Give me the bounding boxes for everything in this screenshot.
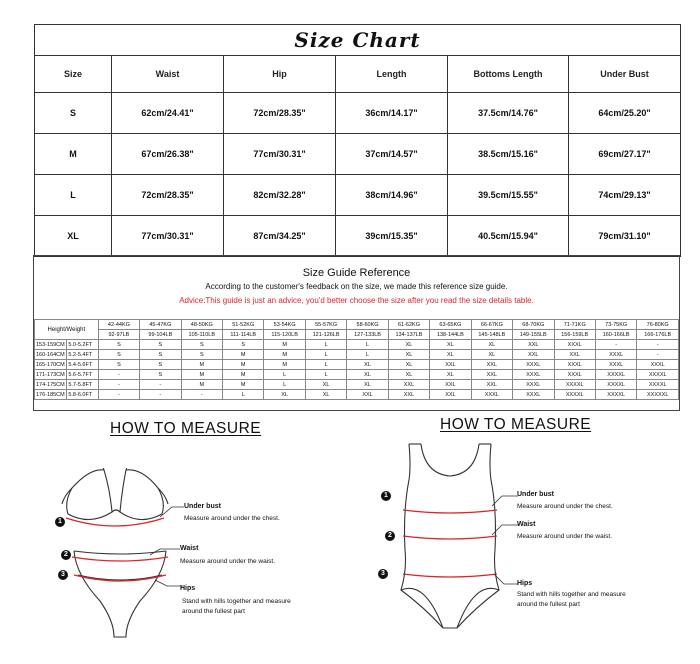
bikini-bottom-figure <box>70 545 170 640</box>
guide-weight-kg-cell: 71-71KG <box>554 320 595 330</box>
guide-size-cell: XXXL <box>554 360 595 370</box>
guide-size-cell: XXL <box>388 380 429 390</box>
guide-size-cell: M <box>264 350 305 360</box>
guide-size-cell: - <box>637 350 679 360</box>
size-chart-cell: 38cm/14.96" <box>336 175 448 216</box>
guide-height-ft-cell: 5.8-6.0FT <box>67 390 98 400</box>
hips-desc-left <box>182 597 291 617</box>
guide-height-row <box>35 350 679 360</box>
guide-size-cell: XXL <box>471 360 512 370</box>
size-chart-cell: S <box>35 93 112 134</box>
guide-size-cell: XL <box>305 380 346 390</box>
guide-size-cell: S <box>140 360 181 370</box>
guide-height-ft-cell: 5.6-5.7FT <box>67 370 98 380</box>
guide-size-cell: XXXL <box>471 390 512 400</box>
guide-weight-lb-cell: 105-110LB <box>181 330 222 340</box>
size-chart-title: Size Chart <box>35 25 681 56</box>
size-chart-cell: 64cm/25.20" <box>569 93 681 134</box>
size-guide-reference <box>33 255 680 411</box>
guide-weight-kg-cell: 51-52KG <box>223 320 264 330</box>
guide-size-cell: XXXL <box>554 370 595 380</box>
leader-hips-left <box>155 578 183 590</box>
guide-height-cm-cell: 160-164CM <box>35 350 67 360</box>
size-chart-row <box>35 134 681 175</box>
guide-size-cell: M <box>223 370 264 380</box>
guide-weight-lb-cell: 160-166LB <box>595 330 636 340</box>
guide-weight-kg-cell: 63-65KG <box>430 320 471 330</box>
size-chart-header-row <box>35 56 681 93</box>
hips-desc-line1-right: Stand with hills together and measure <box>517 591 626 598</box>
marker-under-bust-right: 1 <box>381 491 391 501</box>
guide-size-cell: L <box>305 370 346 380</box>
guide-weight-lb-cell: 166-176LB <box>637 330 679 340</box>
guide-size-cell: M <box>181 360 222 370</box>
guide-size-cell: - <box>98 380 139 390</box>
guide-size-cell: L <box>347 350 388 360</box>
guide-weight-kg-cell: 42-44KG <box>98 320 139 330</box>
guide-height-row <box>35 380 679 390</box>
size-chart-cell: 82cm/32.28" <box>224 175 336 216</box>
size-chart-row <box>35 216 681 257</box>
size-chart-cell: M <box>35 134 112 175</box>
guide-size-cell: XL <box>388 350 429 360</box>
size-chart-cell: L <box>35 175 112 216</box>
guide-size-cell: XXXL <box>637 360 679 370</box>
guide-size-cell: - <box>181 390 222 400</box>
guide-size-cell: M <box>181 370 222 380</box>
guide-weight-kg-cell: 61-62KG <box>388 320 429 330</box>
guide-size-cell: XXXXL <box>637 380 679 390</box>
size-chart-header-cell: Size <box>35 56 112 93</box>
guide-size-cell: M <box>223 360 264 370</box>
guide-size-cell: - <box>98 370 139 380</box>
size-chart-cell: XL <box>35 216 112 257</box>
guide-advice: Advice:This guide is just an advice, you'd better choose the size after you read the size details table. <box>179 296 534 305</box>
guide-height-ft-cell: 5.7-5.8FT <box>67 380 98 390</box>
leader-under-bust-right <box>492 494 518 508</box>
guide-height-ft-cell: 5.4-5.6FT <box>67 360 98 370</box>
size-chart-cell: 38.5cm/15.16" <box>448 134 569 175</box>
marker-under-bust-left: 1 <box>55 517 65 527</box>
guide-size-cell: XL <box>264 390 305 400</box>
hips-desc-line2-right: around the fullest part <box>517 601 580 608</box>
guide-size-cell: XXL <box>554 350 595 360</box>
guide-size-cell: XXL <box>430 380 471 390</box>
guide-size-cell: XXXXL <box>554 380 595 390</box>
guide-size-cell: M <box>264 360 305 370</box>
under-bust-desc-right: Measure around under the chest. <box>517 503 613 510</box>
guide-size-cell: XXXL <box>513 380 554 390</box>
guide-size-cell: XXXXXL <box>637 390 679 400</box>
guide-size-cell: XL <box>430 370 471 380</box>
hips-label-right: Hips <box>517 580 533 587</box>
guide-corner-label: Height/Weight <box>35 320 99 340</box>
guide-height-row <box>35 360 679 370</box>
guide-size-cell: XL <box>388 370 429 380</box>
guide-size-cell: XXL <box>471 370 512 380</box>
guide-size-cell: M <box>264 340 305 350</box>
guide-height-ft-cell: 5.2-5.4FT <box>67 350 98 360</box>
waist-desc-left: Measure around under the waist. <box>180 558 276 565</box>
guide-size-cell: XXXXL <box>637 370 679 380</box>
size-chart-header-cell: Length <box>336 56 448 93</box>
guide-weight-lb-cell: 111-114LB <box>223 330 264 340</box>
guide-size-cell: L <box>264 380 305 390</box>
how-to-measure-title-right: HOW TO MEASURE <box>440 416 592 433</box>
guide-size-cell: - <box>595 340 636 350</box>
guide-size-cell: - <box>98 390 139 400</box>
leader-waist-left <box>150 545 180 557</box>
size-chart-header-cell: Under Bust <box>569 56 681 93</box>
guide-size-cell: XXXL <box>595 350 636 360</box>
marker-waist-left: 2 <box>61 550 71 560</box>
guide-size-cell: XXXL <box>513 370 554 380</box>
size-chart-cell: 79cm/31.10" <box>569 216 681 257</box>
guide-size-cell: XXXXL <box>554 390 595 400</box>
guide-size-cell: S <box>98 360 139 370</box>
guide-weight-kg-cell: 66-67KG <box>471 320 512 330</box>
hips-label-left: Hips <box>180 585 196 592</box>
hips-desc-right <box>517 590 626 610</box>
guide-size-cell: XXXL <box>513 360 554 370</box>
leader-under-bust-left <box>160 505 184 519</box>
size-chart-table <box>34 24 681 257</box>
guide-weight-lb-row <box>35 330 679 340</box>
guide-size-cell: XL <box>430 340 471 350</box>
guide-size-cell: S <box>98 350 139 360</box>
guide-height-cm-cell: 165-170CM <box>35 360 67 370</box>
under-bust-desc-left: Measure around under the chest. <box>184 515 280 522</box>
guide-height-cm-cell: 174-175CM <box>35 380 67 390</box>
guide-weight-lb-cell: 134-137LB <box>388 330 429 340</box>
guide-weight-lb-cell: 121-126LB <box>305 330 346 340</box>
size-chart-cell: 67cm/26.38" <box>112 134 224 175</box>
under-bust-label-right: Under bust <box>517 491 554 498</box>
guide-size-cell: S <box>223 340 264 350</box>
guide-size-cell: L <box>223 390 264 400</box>
size-chart-cell: 87cm/34.25" <box>224 216 336 257</box>
leader-waist-right <box>492 523 518 537</box>
marker-hips-left: 3 <box>58 570 68 580</box>
guide-size-cell: XXXXL <box>595 390 636 400</box>
size-chart-row <box>35 93 681 134</box>
waist-desc-right: Measure around under the waist. <box>517 533 613 540</box>
guide-height-row <box>35 390 679 400</box>
guide-size-cell: XXL <box>430 390 471 400</box>
guide-size-cell: XXXL <box>513 390 554 400</box>
guide-size-cell: XL <box>347 360 388 370</box>
size-chart-cell: 37cm/14.57" <box>336 134 448 175</box>
guide-size-cell: M <box>181 380 222 390</box>
hips-desc-line2-left: around the fullest part <box>182 608 245 615</box>
guide-size-cell: XXL <box>347 390 388 400</box>
guide-height-cm-cell: 171-173CM <box>35 370 67 380</box>
guide-size-cell: XL <box>471 340 512 350</box>
guide-size-cell: S <box>140 340 181 350</box>
guide-size-cell: L <box>305 350 346 360</box>
guide-size-cell: XXXXL <box>595 380 636 390</box>
swimsuit-figure <box>395 440 505 640</box>
size-chart-cell: 72cm/28.35" <box>224 93 336 134</box>
size-chart-cell: 37.5cm/14.76" <box>448 93 569 134</box>
guide-weight-kg-cell: 76-80KG <box>637 320 679 330</box>
size-chart-cell: 36cm/14.17" <box>336 93 448 134</box>
size-chart-cell: 39cm/15.35" <box>336 216 448 257</box>
guide-weight-kg-cell: 48-50KG <box>181 320 222 330</box>
guide-weight-lb-cell: 149-155LB <box>513 330 554 340</box>
guide-size-cell: M <box>223 350 264 360</box>
guide-weight-kg-row <box>35 320 679 330</box>
guide-size-cell: XL <box>471 350 512 360</box>
marker-waist-right: 2 <box>385 531 395 541</box>
guide-size-cell: L <box>264 370 305 380</box>
guide-size-cell: XL <box>430 350 471 360</box>
guide-weight-lb-cell: 127-133LB <box>347 330 388 340</box>
guide-size-cell: M <box>223 380 264 390</box>
how-to-measure-title-left: HOW TO MEASURE <box>110 420 262 437</box>
guide-weight-kg-cell: 73-75KG <box>595 320 636 330</box>
guide-size-cell: L <box>305 340 346 350</box>
size-chart-header-cell: Waist <box>112 56 224 93</box>
guide-weight-lb-cell: 156-159LB <box>554 330 595 340</box>
size-chart-cell: 69cm/27.17" <box>569 134 681 175</box>
guide-size-cell: S <box>140 350 181 360</box>
guide-size-cell: XL <box>305 390 346 400</box>
bikini-top-figure <box>60 468 170 538</box>
guide-size-cell: S <box>140 370 181 380</box>
guide-size-cell: S <box>181 350 222 360</box>
guide-size-cell: L <box>347 340 388 350</box>
marker-hips-right: 3 <box>378 569 388 579</box>
guide-height-ft-cell: 5.0-5.2FT <box>67 340 98 350</box>
guide-weight-lb-cell: 115-120LB <box>264 330 305 340</box>
guide-size-cell: XL <box>347 370 388 380</box>
guide-size-cell: S <box>181 340 222 350</box>
size-guide-table <box>34 319 679 400</box>
guide-size-cell: XXL <box>471 380 512 390</box>
guide-size-cell: XL <box>347 380 388 390</box>
guide-title: Size Guide Reference <box>302 267 411 279</box>
guide-size-cell: XXL <box>513 340 554 350</box>
guide-size-cell: XXXL <box>595 360 636 370</box>
waist-label-left: Waist <box>180 545 199 552</box>
guide-height-row <box>35 340 679 350</box>
guide-size-cell: XXL <box>388 390 429 400</box>
size-chart-cell: 74cm/29.13" <box>569 175 681 216</box>
size-chart-header-cell: Hip <box>224 56 336 93</box>
guide-size-cell: XL <box>388 340 429 350</box>
guide-weight-lb-cell: 138-144LB <box>430 330 471 340</box>
guide-weight-lb-cell: 99-104LB <box>140 330 181 340</box>
guide-height-cm-cell: 153-159CM <box>35 340 67 350</box>
guide-size-cell: XXL <box>430 360 471 370</box>
guide-weight-kg-cell: 45-47KG <box>140 320 181 330</box>
guide-weight-kg-cell: 55-57KG <box>305 320 346 330</box>
size-chart-cell: 40.5cm/15.94" <box>448 216 569 257</box>
guide-size-cell: XL <box>388 360 429 370</box>
guide-height-row <box>35 370 679 380</box>
guide-size-cell: L <box>305 360 346 370</box>
guide-height-cm-cell: 176-185CM <box>35 390 67 400</box>
size-chart-header-cell: Bottoms Length <box>448 56 569 93</box>
guide-size-cell: - <box>140 390 181 400</box>
size-chart-cell: 39.5cm/15.55" <box>448 175 569 216</box>
guide-weight-lb-cell: 145-148LB <box>471 330 512 340</box>
guide-weight-lb-cell: 92-97LB <box>98 330 139 340</box>
size-chart-cell: 77cm/30.31" <box>112 216 224 257</box>
guide-weight-kg-cell: 58-60KG <box>347 320 388 330</box>
guide-size-cell: - <box>637 340 679 350</box>
guide-size-cell: XXXL <box>554 340 595 350</box>
leader-hips-right <box>494 572 518 586</box>
size-chart-cell: 77cm/30.31" <box>224 134 336 175</box>
size-chart-cell: 62cm/24.41" <box>112 93 224 134</box>
guide-size-cell: XXL <box>513 350 554 360</box>
guide-size-cell: S <box>98 340 139 350</box>
guide-size-cell: - <box>140 380 181 390</box>
guide-size-cell: XXXXL <box>595 370 636 380</box>
size-chart-cell: 72cm/28.35" <box>112 175 224 216</box>
guide-subtitle: According to the customer's feedback on the size, we made this reference size guide. <box>205 282 508 291</box>
guide-weight-kg-cell: 53-54KG <box>264 320 305 330</box>
size-chart-row <box>35 175 681 216</box>
guide-weight-kg-cell: 68-70KG <box>513 320 554 330</box>
waist-label-right: Waist <box>517 521 536 528</box>
hips-desc-line1-left: Stand with hills together and measure <box>182 598 291 605</box>
under-bust-label-left: Under bust <box>184 503 221 510</box>
